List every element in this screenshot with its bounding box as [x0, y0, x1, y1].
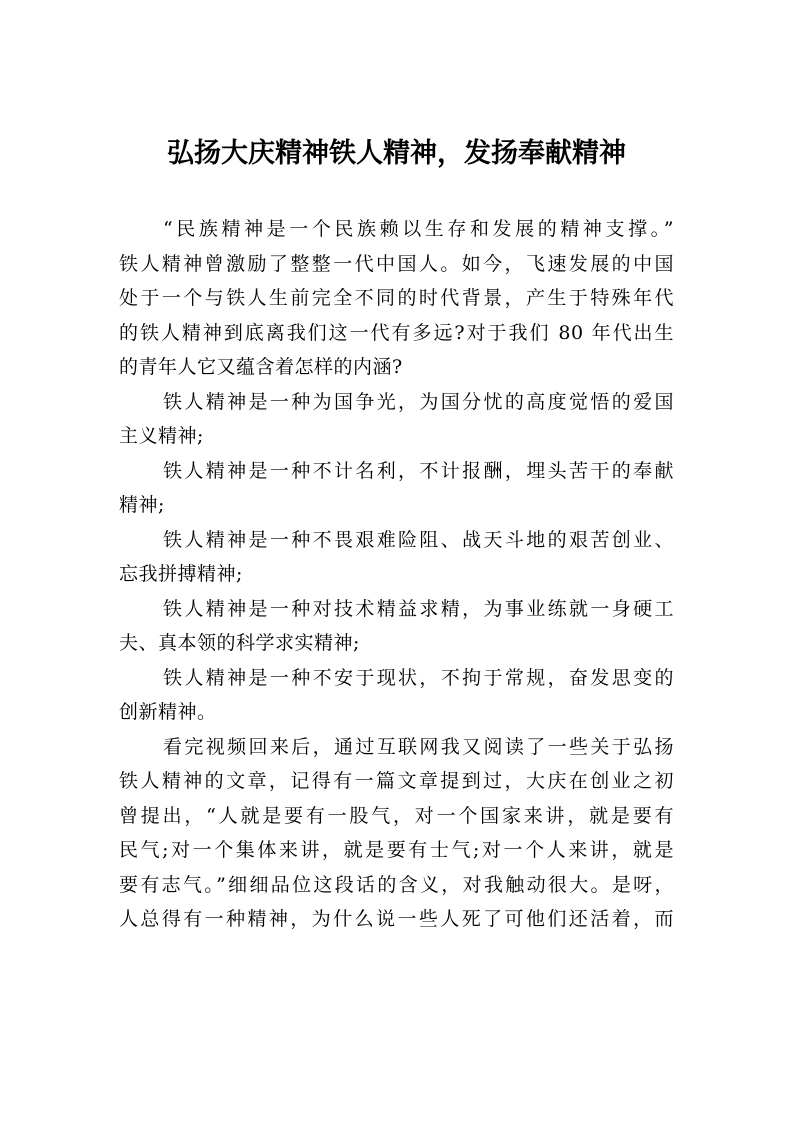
paragraph-line: 夫、真本领的科学求实精神;: [119, 632, 360, 654]
paragraph-line: 铁人精神曾激励了整整一代中国人。如今，飞速发展的中国: [119, 252, 674, 275]
document-body: [119, 212, 674, 937]
paragraph-line: 曾提出，“人就是要有一股气，对一个国家来讲，就是要有: [119, 804, 674, 827]
paragraph-line: 铁人精神是一种不安于现状，不拘于常规，奋发思变的: [163, 666, 674, 689]
paragraph-line: 要有志气。”细细品位这段话的含义，对我触动很大。是呀，: [119, 873, 674, 896]
paragraph-line: 的铁人精神到底离我们这一代有多远?对于我们 80 年代出生: [119, 321, 674, 344]
paragraph-line: 铁人精神是一种为国争光，为国分忧的高度觉悟的爱国: [163, 390, 674, 413]
paragraph-line: 民气;对一个集体来讲，就是要有士气;对一个人来讲，就是: [119, 839, 674, 861]
paragraph-line: 忘我拼搏精神;: [119, 563, 243, 585]
paragraph-line: 处于一个与铁人生前完全不同的时代背景，产生于特殊年代: [119, 287, 674, 309]
document-title: 弘扬大庆精神铁人精神，发扬奉献精神: [167, 138, 626, 169]
paragraph-line: 创新精神。: [119, 701, 217, 723]
paragraph-line: “民族精神是一个民族赖以生存和发展的精神支撑。”: [163, 218, 674, 240]
paragraph-line: 看完视频回来后，通过互联网我又阅读了一些关于弘扬: [163, 735, 674, 758]
paragraph-line: 精神;: [119, 494, 165, 516]
paragraph-line: 人总得有一种精神，为什么说一些人死了可他们还活着，而: [119, 908, 674, 930]
paragraph-line: 铁人精神是一种不畏艰难险阻、战天斗地的艰苦创业、: [163, 528, 674, 551]
paragraph-line: 铁人精神的文章，记得有一篇文章提到过，大庆在创业之初: [119, 770, 674, 792]
paragraph-line: 主义精神;: [119, 425, 204, 447]
paragraph-line: 铁人精神是一种不计名利，不计报酬，埋头苦干的奉献: [163, 459, 674, 482]
paragraph-line: 的青年人它又蕴含着怎样的内涵?: [119, 356, 403, 378]
paragraph-line: 铁人精神是一种对技术精益求精，为事业练就一身硬工: [163, 597, 674, 620]
